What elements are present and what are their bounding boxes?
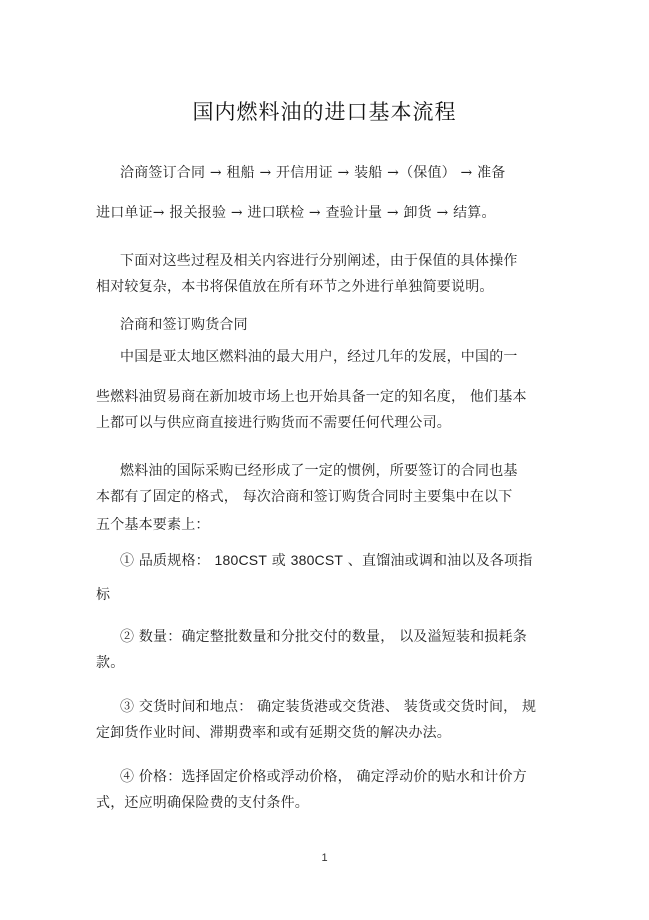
item1-spec-b: 380CST [290,552,344,568]
para2-line-3: 五个基本要素上： [96,517,210,533]
item1-rest: 、直馏油或调和油以及各项指 [343,553,533,569]
item2-line-1: ② 数量：确定整批数量和分批交付的数量， 以及溢短装和损耗条 [120,629,527,645]
item1-line-2: 标 [96,587,111,603]
flow-line-1: 洽商签订合同 → 租船 → 开信用证 → 装船 →（保值） → 准备 [120,165,506,181]
item4-line-1: ④ 价格：选择固定价格或浮动价格， 确定浮动价的贴水和计价方 [120,769,527,785]
page-number: 1 [321,852,328,864]
flow-line-2: 进口单证→ 报关报验 → 进口联检 → 查验计量 → 卸货 → 结算。 [96,205,496,221]
intro-line-2: 相对较复杂，本书将保值放在所有环节之外进行单独简要说明。 [96,279,494,295]
item1-spec-a: 180CST [214,552,268,568]
item1-prefix: ① 品质规格： [120,553,210,569]
para2-line-1: 燃料油的国际采购已经形成了一定的惯例，所要签订的合同也基 [120,463,518,479]
item3-line-1: ③ 交货时间和地点： 确定装货港或交货港、 装货或交货时间， 规 [120,699,537,715]
item2-line-2: 款。 [96,655,125,671]
item3-line-2: 定卸货作业时间、滞期费率和或有延期交货的解决办法。 [96,725,451,741]
document-title: 国内燃料油的进口基本流程 [192,100,457,124]
item4-line-2: 式，还应明确保险费的支付条件。 [96,795,309,811]
para2-line-2: 本都有了固定的格式， 每次洽商和签订购货合同时主要集中在以下 [96,489,513,505]
intro-line-1: 下面对这些过程及相关内容进行分别阐述，由于保值的具体操作 [120,253,518,269]
section-heading: 洽商和签订购货合同 [120,317,248,333]
para1-line-3: 上都可以与供应商直接进行购货而不需要任何代理公司。 [96,415,451,431]
para1-line-2: 些燃料油贸易商在新加坡市场上也开始具备一定的知名度， 他们基本 [96,389,527,405]
para1-line-1: 中国是亚太地区燃料油的最大用户，经过几年的发展，中国的一 [120,349,518,365]
item1-or: 或 [267,553,291,569]
item1-line-1 [120,550,532,570]
